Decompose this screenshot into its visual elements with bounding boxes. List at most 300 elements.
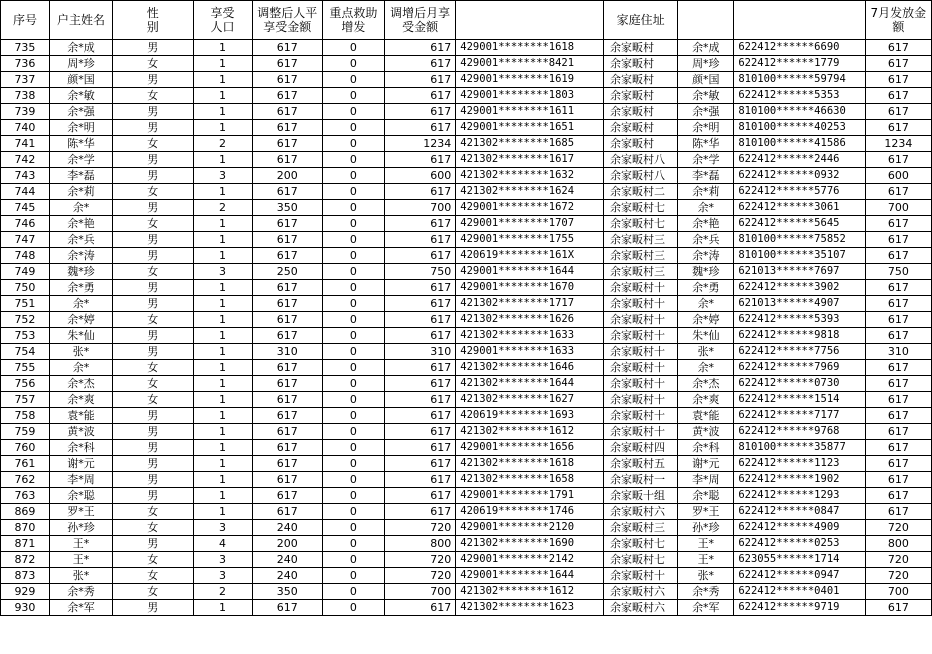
cell-bank-account: 622412******1779 <box>734 56 865 72</box>
cell-july-amount: 617 <box>865 504 931 520</box>
cell-monthly: 617 <box>384 392 455 408</box>
cell-bonus: 0 <box>322 232 384 248</box>
cell-bonus: 0 <box>322 184 384 200</box>
cell-seq: 930 <box>1 600 50 616</box>
cell-bank-account: 622412******9768 <box>734 424 865 440</box>
cell-july-amount: 617 <box>865 408 931 424</box>
header-gender <box>113 1 193 40</box>
cell-people: 1 <box>193 88 252 104</box>
cell-bonus: 0 <box>322 280 384 296</box>
cell-address: 余家畈村十 <box>603 568 677 584</box>
cell-people: 1 <box>193 40 252 56</box>
cell-adjusted-amount: 617 <box>252 408 322 424</box>
cell-gender: 女 <box>113 136 193 152</box>
cell-name: 余*学 <box>49 152 112 168</box>
cell-gender: 男 <box>113 152 193 168</box>
cell-adjusted-amount: 617 <box>252 216 322 232</box>
cell-gender: 女 <box>113 552 193 568</box>
cell-bonus: 0 <box>322 328 384 344</box>
cell-account-holder: 余*科 <box>678 440 734 456</box>
cell-seq: 746 <box>1 216 50 232</box>
cell-account-holder: 余*婷 <box>678 312 734 328</box>
cell-people: 1 <box>193 216 252 232</box>
cell-people: 1 <box>193 56 252 72</box>
table-row <box>1 40 932 56</box>
cell-july-amount: 617 <box>865 280 931 296</box>
cell-monthly: 617 <box>384 152 455 168</box>
cell-name: 罗*王 <box>49 504 112 520</box>
cell-gender: 男 <box>113 344 193 360</box>
cell-bank-account: 622412******5645 <box>734 216 865 232</box>
cell-people: 3 <box>193 568 252 584</box>
cell-july-amount: 617 <box>865 152 931 168</box>
cell-adjusted-amount: 617 <box>252 440 322 456</box>
cell-gender: 女 <box>113 88 193 104</box>
cell-monthly: 617 <box>384 280 455 296</box>
cell-seq: 759 <box>1 424 50 440</box>
table-row <box>1 88 932 104</box>
cell-july-amount: 720 <box>865 568 931 584</box>
cell-adjusted-amount: 350 <box>252 584 322 600</box>
cell-id-number: 429001********1651 <box>456 120 604 136</box>
cell-id-number: 421302********1618 <box>456 456 604 472</box>
cell-monthly: 700 <box>384 584 455 600</box>
cell-id-number: 429001********1644 <box>456 568 604 584</box>
table-row <box>1 200 932 216</box>
cell-seq: 870 <box>1 520 50 536</box>
cell-name: 陈*华 <box>49 136 112 152</box>
cell-gender: 男 <box>113 40 193 56</box>
cell-address: 余家畈村三 <box>603 264 677 280</box>
cell-name: 袁*能 <box>49 408 112 424</box>
cell-people: 3 <box>193 168 252 184</box>
cell-id-number: 429001********8421 <box>456 56 604 72</box>
cell-address: 余家畈村七 <box>603 536 677 552</box>
cell-adjusted-amount: 617 <box>252 40 322 56</box>
cell-address: 余家畈村十 <box>603 280 677 296</box>
cell-seq: 762 <box>1 472 50 488</box>
cell-name: 余* <box>49 200 112 216</box>
cell-account-holder: 余*秀 <box>678 584 734 600</box>
cell-adjusted-amount: 617 <box>252 376 322 392</box>
cell-adjusted-amount: 617 <box>252 232 322 248</box>
cell-monthly: 617 <box>384 424 455 440</box>
cell-name: 余*艳 <box>49 216 112 232</box>
cell-people: 1 <box>193 472 252 488</box>
cell-account-holder: 余*勇 <box>678 280 734 296</box>
cell-monthly: 617 <box>384 104 455 120</box>
cell-bank-account: 810100******41586 <box>734 136 865 152</box>
cell-account-holder: 袁*能 <box>678 408 734 424</box>
cell-bank-account: 810100******40253 <box>734 120 865 136</box>
cell-people: 1 <box>193 280 252 296</box>
cell-name: 魏*珍 <box>49 264 112 280</box>
cell-account-holder: 余*强 <box>678 104 734 120</box>
cell-july-amount: 617 <box>865 104 931 120</box>
cell-people: 1 <box>193 408 252 424</box>
cell-bonus: 0 <box>322 360 384 376</box>
cell-bonus: 0 <box>322 72 384 88</box>
cell-july-amount: 617 <box>865 40 931 56</box>
cell-account-holder: 李*磊 <box>678 168 734 184</box>
table-row <box>1 392 932 408</box>
table-row <box>1 456 932 472</box>
table-row <box>1 360 932 376</box>
cell-monthly: 750 <box>384 264 455 280</box>
cell-people: 1 <box>193 104 252 120</box>
table-row <box>1 152 932 168</box>
cell-bank-account: 622412******2446 <box>734 152 865 168</box>
cell-gender: 男 <box>113 408 193 424</box>
cell-seq: 756 <box>1 376 50 392</box>
cell-july-amount: 617 <box>865 232 931 248</box>
cell-id-number: 420619********1746 <box>456 504 604 520</box>
cell-gender: 男 <box>113 120 193 136</box>
cell-people: 2 <box>193 584 252 600</box>
cell-account-holder: 余*学 <box>678 152 734 168</box>
cell-address: 余家畈村 <box>603 72 677 88</box>
cell-id-number: 429001********1670 <box>456 280 604 296</box>
cell-gender: 女 <box>113 264 193 280</box>
cell-account-holder: 周*珍 <box>678 56 734 72</box>
cell-address: 余家畈村五 <box>603 456 677 472</box>
cell-july-amount: 617 <box>865 424 931 440</box>
cell-account-holder: 黄*波 <box>678 424 734 440</box>
cell-july-amount: 700 <box>865 200 931 216</box>
cell-bank-account: 622412******5776 <box>734 184 865 200</box>
table-row <box>1 536 932 552</box>
cell-bonus: 0 <box>322 104 384 120</box>
cell-bonus: 0 <box>322 440 384 456</box>
cell-account-holder: 张* <box>678 568 734 584</box>
cell-gender: 女 <box>113 184 193 200</box>
cell-people: 1 <box>193 296 252 312</box>
cell-seq: 751 <box>1 296 50 312</box>
cell-seq: 735 <box>1 40 50 56</box>
cell-id-number: 420619********1693 <box>456 408 604 424</box>
cell-bank-account: 810100******46630 <box>734 104 865 120</box>
cell-bonus: 0 <box>322 568 384 584</box>
cell-gender: 男 <box>113 440 193 456</box>
table-row <box>1 424 932 440</box>
cell-seq: 929 <box>1 584 50 600</box>
cell-address: 余家畈村 <box>603 88 677 104</box>
cell-bank-account: 621013******4907 <box>734 296 865 312</box>
cell-id-number: 421302********1612 <box>456 424 604 440</box>
cell-bank-account: 622412******6690 <box>734 40 865 56</box>
cell-name: 余*强 <box>49 104 112 120</box>
cell-account-holder: 魏*珍 <box>678 264 734 280</box>
table-row <box>1 120 932 136</box>
cell-name: 余*兵 <box>49 232 112 248</box>
cell-seq: 872 <box>1 552 50 568</box>
cell-account-holder: 余*兵 <box>678 232 734 248</box>
cell-monthly: 617 <box>384 296 455 312</box>
cell-adjusted-amount: 617 <box>252 72 322 88</box>
cell-gender: 女 <box>113 216 193 232</box>
cell-seq: 757 <box>1 392 50 408</box>
cell-adjusted-amount: 617 <box>252 456 322 472</box>
cell-gender: 男 <box>113 200 193 216</box>
cell-name: 余* <box>49 296 112 312</box>
cell-people: 1 <box>193 232 252 248</box>
cell-monthly: 617 <box>384 216 455 232</box>
cell-id-number: 429001********1611 <box>456 104 604 120</box>
cell-address: 余家畈村二 <box>603 184 677 200</box>
cell-monthly: 617 <box>384 232 455 248</box>
cell-address: 余家畈村八 <box>603 168 677 184</box>
cell-bank-account: 622412******5353 <box>734 88 865 104</box>
cell-address: 余家畈村七 <box>603 216 677 232</box>
cell-name: 余*军 <box>49 600 112 616</box>
cell-adjusted-amount: 617 <box>252 184 322 200</box>
cell-bank-account: 810100******59794 <box>734 72 865 88</box>
cell-address: 余家畈村十 <box>603 376 677 392</box>
header-gender-text: 性别 <box>146 6 159 34</box>
cell-id-number: 421302********1685 <box>456 136 604 152</box>
cell-account-holder: 余*杰 <box>678 376 734 392</box>
cell-name: 李*磊 <box>49 168 112 184</box>
cell-people: 1 <box>193 328 252 344</box>
header-people <box>193 1 252 40</box>
cell-adjusted-amount: 617 <box>252 488 322 504</box>
cell-people: 2 <box>193 136 252 152</box>
cell-seq: 741 <box>1 136 50 152</box>
cell-account-holder: 王* <box>678 552 734 568</box>
cell-seq: 737 <box>1 72 50 88</box>
header-holder <box>678 1 734 40</box>
cell-name: 王* <box>49 552 112 568</box>
cell-bonus: 0 <box>322 584 384 600</box>
cell-id-number: 429001********1803 <box>456 88 604 104</box>
cell-july-amount: 617 <box>865 392 931 408</box>
cell-address: 余家畈村七 <box>603 552 677 568</box>
cell-people: 1 <box>193 376 252 392</box>
cell-name: 余*科 <box>49 440 112 456</box>
cell-bonus: 0 <box>322 552 384 568</box>
cell-bonus: 0 <box>322 40 384 56</box>
table-row <box>1 376 932 392</box>
cell-id-number: 421302********1626 <box>456 312 604 328</box>
cell-name: 张* <box>49 568 112 584</box>
cell-seq: 752 <box>1 312 50 328</box>
table-row <box>1 248 932 264</box>
cell-name: 颜*国 <box>49 72 112 88</box>
cell-bank-account: 810100******75852 <box>734 232 865 248</box>
cell-gender: 男 <box>113 600 193 616</box>
cell-name: 余*杰 <box>49 376 112 392</box>
cell-people: 1 <box>193 72 252 88</box>
header-id <box>456 1 604 40</box>
cell-people: 1 <box>193 312 252 328</box>
cell-account-holder: 罗*王 <box>678 504 734 520</box>
cell-bank-account: 622412******7756 <box>734 344 865 360</box>
cell-id-number: 421302********1632 <box>456 168 604 184</box>
cell-account-holder: 余* <box>678 296 734 312</box>
cell-account-holder: 朱*仙 <box>678 328 734 344</box>
cell-bank-account: 622412******4909 <box>734 520 865 536</box>
cell-people: 1 <box>193 392 252 408</box>
cell-adjusted-amount: 240 <box>252 552 322 568</box>
cell-gender: 女 <box>113 584 193 600</box>
cell-monthly: 617 <box>384 408 455 424</box>
cell-name: 朱*仙 <box>49 328 112 344</box>
cell-july-amount: 617 <box>865 120 931 136</box>
cell-monthly: 617 <box>384 312 455 328</box>
cell-gender: 男 <box>113 72 193 88</box>
cell-bank-account: 622412******0947 <box>734 568 865 584</box>
cell-id-number: 421302********1717 <box>456 296 604 312</box>
cell-people: 1 <box>193 120 252 136</box>
cell-july-amount: 1234 <box>865 136 931 152</box>
cell-gender: 女 <box>113 56 193 72</box>
cell-july-amount: 720 <box>865 552 931 568</box>
header-adjusted-amount: 调整后人平享受金额 <box>252 1 322 40</box>
cell-name: 黄*波 <box>49 424 112 440</box>
cell-id-number: 429001********1672 <box>456 200 604 216</box>
cell-seq: 744 <box>1 184 50 200</box>
cell-account-holder: 余*成 <box>678 40 734 56</box>
cell-adjusted-amount: 250 <box>252 264 322 280</box>
cell-name: 张* <box>49 344 112 360</box>
table-row <box>1 296 932 312</box>
cell-adjusted-amount: 617 <box>252 248 322 264</box>
cell-name: 余*秀 <box>49 584 112 600</box>
cell-july-amount: 750 <box>865 264 931 280</box>
cell-people: 3 <box>193 552 252 568</box>
cell-people: 1 <box>193 152 252 168</box>
cell-bonus: 0 <box>322 56 384 72</box>
cell-monthly: 617 <box>384 184 455 200</box>
cell-people: 1 <box>193 424 252 440</box>
cell-adjusted-amount: 617 <box>252 104 322 120</box>
cell-adjusted-amount: 617 <box>252 360 322 376</box>
cell-bank-account: 622412******7177 <box>734 408 865 424</box>
cell-monthly: 600 <box>384 168 455 184</box>
cell-bonus: 0 <box>322 536 384 552</box>
cell-adjusted-amount: 617 <box>252 296 322 312</box>
cell-adjusted-amount: 617 <box>252 88 322 104</box>
table-row <box>1 104 932 120</box>
cell-monthly: 310 <box>384 344 455 360</box>
cell-bank-account: 621013******7697 <box>734 264 865 280</box>
cell-account-holder: 张* <box>678 344 734 360</box>
cell-id-number: 429001********1619 <box>456 72 604 88</box>
cell-name: 余*莉 <box>49 184 112 200</box>
cell-id-number: 421302********1617 <box>456 152 604 168</box>
cell-monthly: 720 <box>384 520 455 536</box>
cell-bonus: 0 <box>322 520 384 536</box>
cell-id-number: 429001********2120 <box>456 520 604 536</box>
cell-adjusted-amount: 617 <box>252 280 322 296</box>
cell-bonus: 0 <box>322 216 384 232</box>
cell-july-amount: 720 <box>865 520 931 536</box>
cell-adjusted-amount: 617 <box>252 600 322 616</box>
cell-bank-account: 622412******0730 <box>734 376 865 392</box>
cell-bonus: 0 <box>322 88 384 104</box>
cell-bank-account: 622412******7969 <box>734 360 865 376</box>
cell-monthly: 617 <box>384 472 455 488</box>
cell-address: 余家畈村十 <box>603 360 677 376</box>
cell-bank-account: 622412******9818 <box>734 328 865 344</box>
cell-adjusted-amount: 617 <box>252 152 322 168</box>
cell-gender: 男 <box>113 232 193 248</box>
cell-gender: 男 <box>113 104 193 120</box>
cell-people: 3 <box>193 520 252 536</box>
cell-seq: 869 <box>1 504 50 520</box>
table-row <box>1 72 932 88</box>
cell-bonus: 0 <box>322 296 384 312</box>
cell-address: 余家畈村七 <box>603 200 677 216</box>
cell-people: 1 <box>193 440 252 456</box>
cell-address: 余家畈村十 <box>603 344 677 360</box>
cell-account-holder: 余*涛 <box>678 248 734 264</box>
cell-july-amount: 617 <box>865 456 931 472</box>
cell-id-number: 421302********1690 <box>456 536 604 552</box>
cell-address: 余家畈村八 <box>603 152 677 168</box>
cell-bonus: 0 <box>322 152 384 168</box>
cell-adjusted-amount: 310 <box>252 344 322 360</box>
cell-adjusted-amount: 617 <box>252 56 322 72</box>
cell-address: 余家畈村 <box>603 104 677 120</box>
cell-address: 余家畈村 <box>603 136 677 152</box>
header-people-text: 享受人口 <box>210 6 235 34</box>
cell-monthly: 617 <box>384 600 455 616</box>
table-row <box>1 584 932 600</box>
cell-adjusted-amount: 617 <box>252 504 322 520</box>
cell-bank-account: 622412******3061 <box>734 200 865 216</box>
cell-july-amount: 617 <box>865 376 931 392</box>
cell-name: 谢*元 <box>49 456 112 472</box>
cell-id-number: 429001********1618 <box>456 40 604 56</box>
table-row <box>1 504 932 520</box>
table-row <box>1 520 932 536</box>
table-row <box>1 552 932 568</box>
cell-bonus: 0 <box>322 200 384 216</box>
cell-address: 余家畈村六 <box>603 504 677 520</box>
cell-id-number: 421302********1658 <box>456 472 604 488</box>
header-monthly: 调增后月享受金额 <box>384 1 455 40</box>
cell-bonus: 0 <box>322 120 384 136</box>
cell-gender: 男 <box>113 296 193 312</box>
cell-monthly: 617 <box>384 360 455 376</box>
cell-people: 1 <box>193 184 252 200</box>
cell-people: 4 <box>193 536 252 552</box>
cell-adjusted-amount: 617 <box>252 472 322 488</box>
cell-address: 余家畈村十 <box>603 408 677 424</box>
cell-monthly: 617 <box>384 88 455 104</box>
cell-bank-account: 810100******35107 <box>734 248 865 264</box>
cell-seq: 748 <box>1 248 50 264</box>
cell-bank-account: 622412******1902 <box>734 472 865 488</box>
header-bonus: 重点救助增发 <box>322 1 384 40</box>
cell-july-amount: 617 <box>865 184 931 200</box>
cell-july-amount: 617 <box>865 56 931 72</box>
cell-account-holder: 余*爽 <box>678 392 734 408</box>
cell-id-number: 429001********1707 <box>456 216 604 232</box>
cell-gender: 男 <box>113 168 193 184</box>
cell-id-number: 421302********1627 <box>456 392 604 408</box>
cell-july-amount: 617 <box>865 488 931 504</box>
cell-address: 余家畈村 <box>603 56 677 72</box>
cell-address: 余家畈村 <box>603 120 677 136</box>
cell-address: 余家畈村十 <box>603 296 677 312</box>
cell-adjusted-amount: 617 <box>252 120 322 136</box>
cell-monthly: 617 <box>384 440 455 456</box>
cell-account-holder: 余*莉 <box>678 184 734 200</box>
cell-account-holder: 余*明 <box>678 120 734 136</box>
cell-name: 余*爽 <box>49 392 112 408</box>
